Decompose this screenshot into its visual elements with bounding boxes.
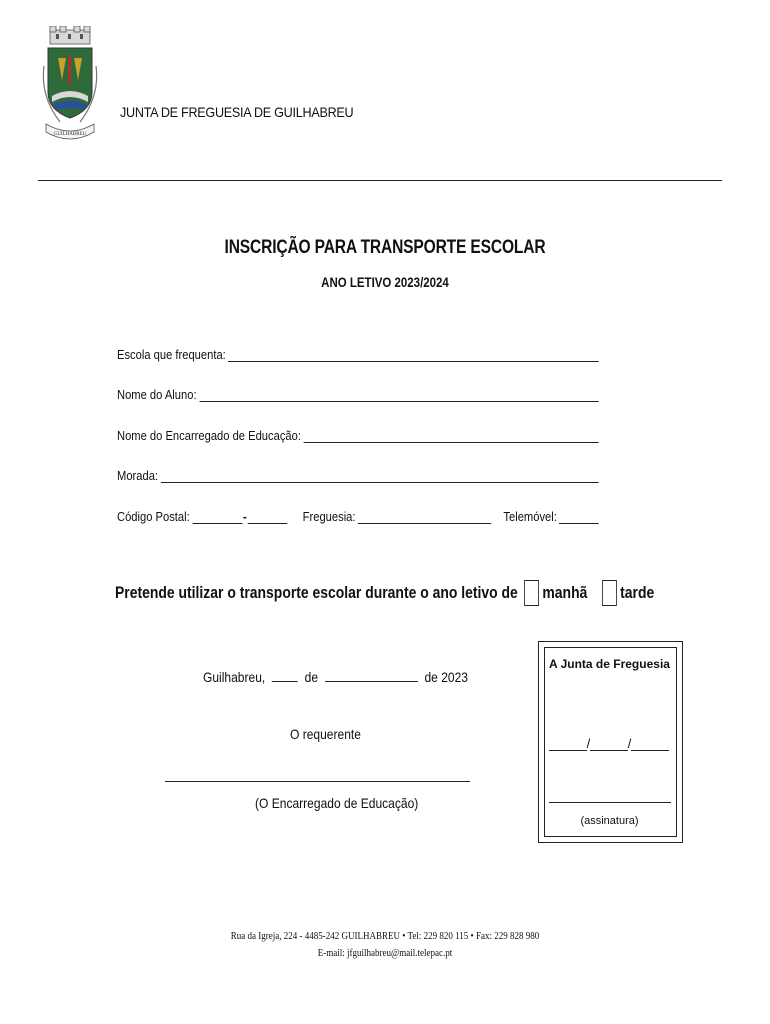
student-name-field[interactable] <box>117 387 599 402</box>
crest-ribbon-text: GUILHABREU <box>53 132 87 137</box>
guardian-name-label: Nome do Encarregado de Educação: <box>117 428 301 443</box>
office-date-sep-2: / <box>627 736 632 751</box>
parish-label: Freguesia: <box>302 509 356 524</box>
office-date-sep-1: / <box>586 736 591 751</box>
office-day-line[interactable] <box>549 739 587 751</box>
school-input-line[interactable] <box>228 350 598 362</box>
postal-code-label: Código Postal: <box>117 509 190 524</box>
form-title: INSCRIÇÃO PARA TRANSPORTE ESCOLAR <box>224 237 546 258</box>
office-signature-line[interactable] <box>549 802 671 803</box>
address-label: Morada: <box>117 468 159 483</box>
guardian-signature-line[interactable] <box>165 781 470 782</box>
organization-name: JUNTA DE FREGUESIA DE GUILHABREU <box>120 104 354 120</box>
morning-option-label: manhã <box>542 583 588 602</box>
day-input-line[interactable] <box>272 669 298 682</box>
place-de-1: de <box>304 669 319 685</box>
office-signature-caption: (assinatura) <box>580 815 639 827</box>
address-field[interactable] <box>117 468 599 483</box>
afternoon-checkbox[interactable] <box>602 580 617 606</box>
municipal-crest-icon <box>40 26 100 146</box>
postal-parish-phone-row <box>117 509 599 524</box>
postal-code-input-2[interactable] <box>248 512 288 524</box>
school-field[interactable] <box>117 347 599 362</box>
guardian-name-input-line[interactable] <box>304 431 599 443</box>
office-month-line[interactable] <box>590 739 628 751</box>
header-divider <box>38 180 722 181</box>
postal-code-dash: - <box>243 509 247 524</box>
postal-code-input-1[interactable] <box>192 512 242 524</box>
office-year-line[interactable] <box>631 739 669 751</box>
footer-email: E-mail: jfguilhabreu@mail.telepac.pt <box>317 948 453 959</box>
transport-question <box>115 580 654 606</box>
requester-label: O requerente <box>290 726 361 742</box>
guardian-caption: (O Encarregado de Educação) <box>255 795 419 811</box>
student-name-input-line[interactable] <box>199 390 598 402</box>
office-date-line <box>549 736 669 751</box>
phone-input-line[interactable] <box>559 512 598 524</box>
morning-checkbox[interactable] <box>524 580 539 606</box>
office-box-title: A Junta de Freguesia <box>549 657 670 671</box>
afternoon-option-label: tarde <box>620 583 655 602</box>
student-name-label: Nome do Aluno: <box>117 387 197 402</box>
address-input-line[interactable] <box>161 471 599 483</box>
school-label: Escola que frequenta: <box>117 347 226 362</box>
form-subtitle: ANO LETIVO 2023/2024 <box>321 274 449 290</box>
month-input-line[interactable] <box>325 669 418 682</box>
guardian-name-field[interactable] <box>117 428 599 443</box>
parish-input-line[interactable] <box>358 512 491 524</box>
place-date-line <box>203 669 468 685</box>
footer-address: Rua da Igreja, 224 - 4485-242 GUILHABREU • Tel: 229 820 115 • Fax: 229 828 980 <box>230 931 540 942</box>
transport-question-text: Pretende utilizar o transporte escolar durante o ano letivo de <box>115 583 518 602</box>
place-de-2: de 2023 <box>424 669 469 685</box>
place-label: Guilhabreu, <box>203 669 266 685</box>
phone-label: Telemóvel: <box>503 509 557 524</box>
